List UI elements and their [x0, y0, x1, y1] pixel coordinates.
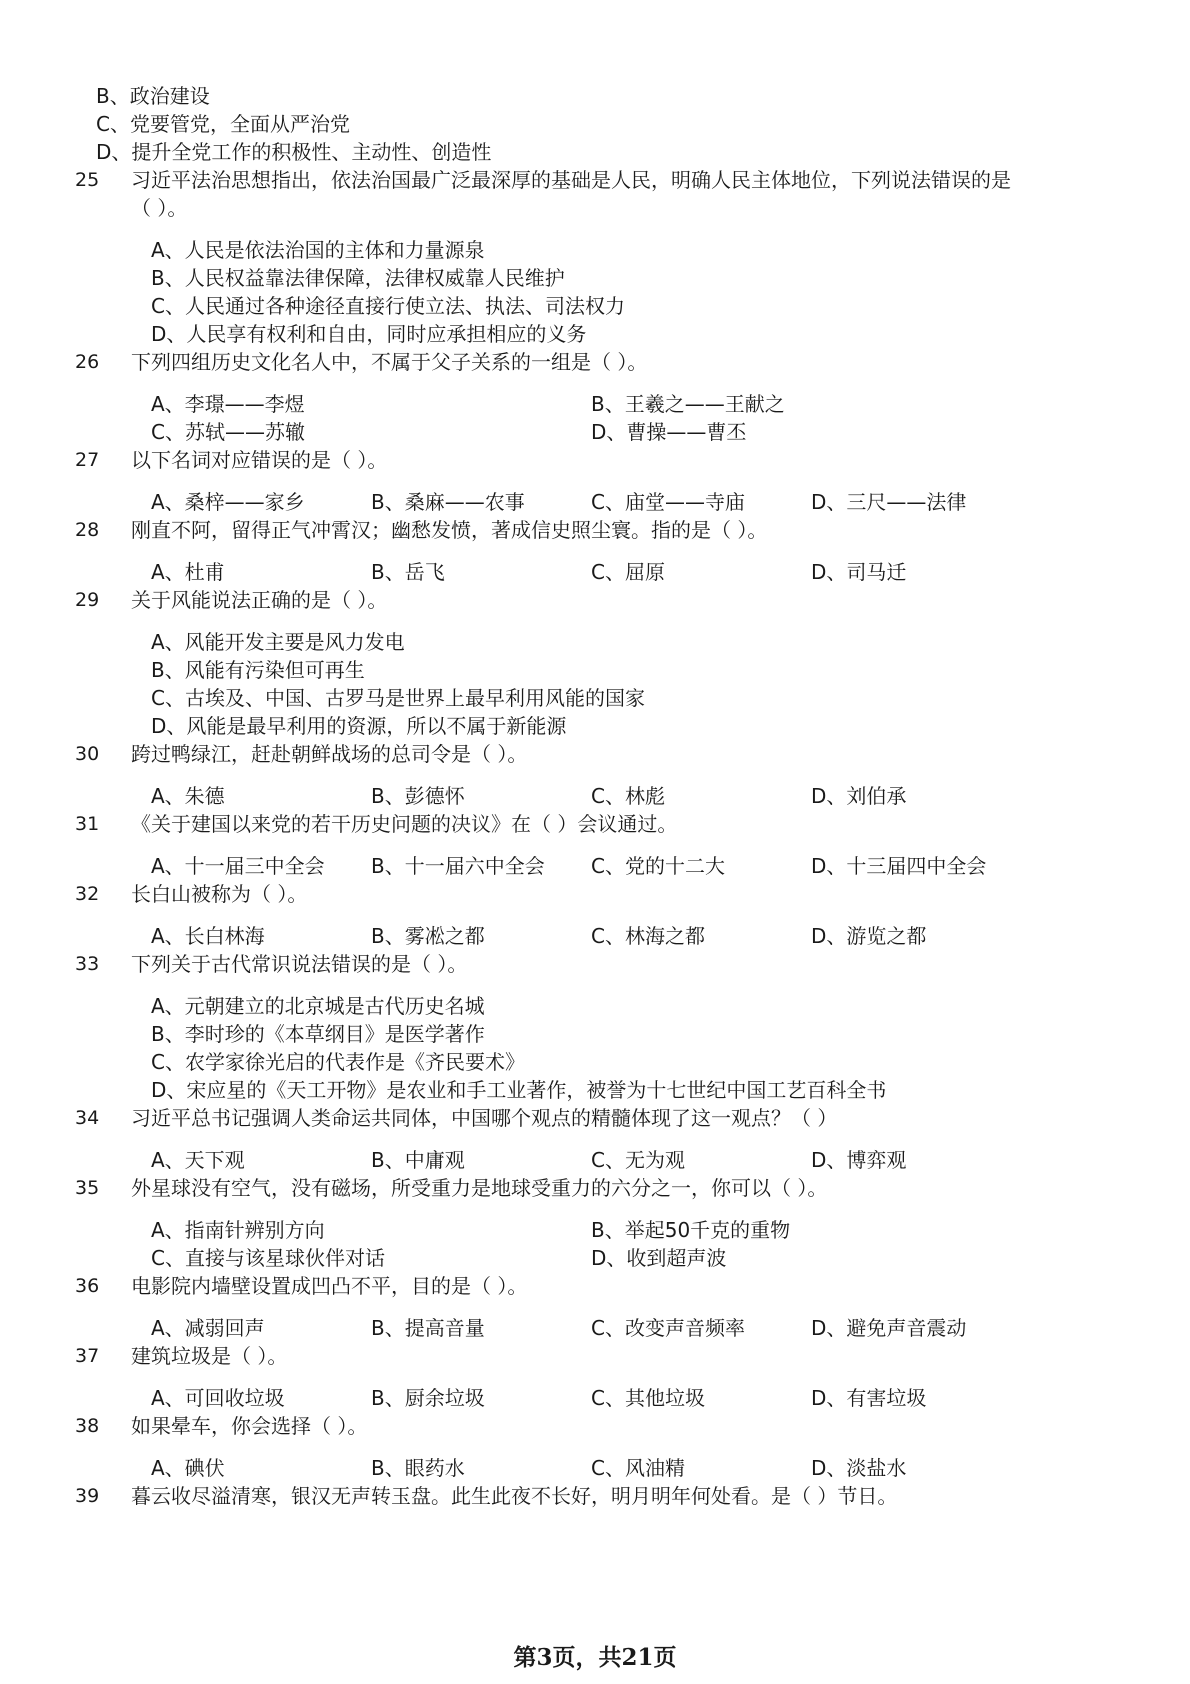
question-number: 34	[75, 1107, 100, 1129]
question-number: 39	[75, 1485, 100, 1507]
option: B、李时珍的《本草纲目》是医学著作	[151, 1022, 485, 1046]
question-number: 29	[75, 589, 100, 611]
option: A、十一届三中全会	[151, 854, 325, 878]
question-text: 下列四组历史文化名人中，不属于父子关系的一组是（ ）。	[131, 350, 648, 374]
option: C、人民通过各种途径直接行使立法、执法、司法权力	[151, 294, 625, 318]
option: D、博弈观	[811, 1148, 907, 1172]
question-number: 26	[75, 351, 100, 373]
option: B、桑麻——农事	[371, 490, 525, 514]
option: D、避免声音震动	[811, 1316, 967, 1340]
question-text: 电影院内墙壁设置成凹凸不平，目的是（ ）。	[131, 1274, 528, 1298]
option: D、曹操——曹丕	[591, 420, 747, 444]
option: B、雾凇之都	[371, 924, 485, 948]
question-text: 如果晕车，你会选择（ ）。	[131, 1414, 368, 1438]
question-text: 刚直不阿，留得正气冲霄汉；幽愁发愤，著成信史照尘寰。指的是（ ）。	[131, 518, 768, 542]
question-number: 35	[75, 1177, 100, 1199]
option: A、天下观	[151, 1148, 245, 1172]
option: D、有害垃圾	[811, 1386, 927, 1410]
option: A、元朝建立的北京城是古代历史名城	[151, 994, 485, 1018]
page-number-footer: 第3页，共21页	[513, 1644, 677, 1671]
option: A、桑梓——家乡	[151, 490, 305, 514]
question-text: 习近平总书记强调人类命运共同体，中国哪个观点的精髓体现了这一观点？（ ）	[131, 1106, 838, 1130]
question-text: 下列关于古代常识说法错误的是（ ）。	[131, 952, 468, 976]
option: D、司马迁	[811, 560, 907, 584]
option: A、碘伏	[151, 1456, 225, 1480]
question-text: 长白山被称为（ ）。	[131, 882, 308, 906]
option: A、李璟——李煜	[151, 392, 305, 416]
option: B、人民权益靠法律保障，法律权威靠人民维护	[151, 266, 565, 290]
question-number: 38	[75, 1415, 100, 1437]
question-text: 暮云收尽溢清寒，银汉无声转玉盘。此生此夜不长好，明月明年何处看。是（ ）节日。	[131, 1484, 898, 1508]
question-text: 关于风能说法正确的是（ ）。	[131, 588, 388, 612]
option: B、王羲之——王献之	[591, 392, 785, 416]
option: C、直接与该星球伙伴对话	[151, 1246, 385, 1270]
option: B、彭德怀	[371, 784, 465, 808]
option: B、提高音量	[371, 1316, 485, 1340]
question-number: 30	[75, 743, 100, 765]
question-number: 31	[75, 813, 100, 835]
option: C、党要管党，全面从严治党	[96, 112, 350, 136]
question-text: 《关于建国以来党的若干历史问题的决议》在（ ）会议通过。	[131, 812, 678, 836]
option: D、风能是最早利用的资源，所以不属于新能源	[151, 714, 567, 738]
question-number: 27	[75, 449, 100, 471]
option: D、游览之都	[811, 924, 927, 948]
option: C、古埃及、中国、古罗马是世界上最早利用风能的国家	[151, 686, 645, 710]
option: C、风油精	[591, 1456, 685, 1480]
option: C、改变声音频率	[591, 1316, 745, 1340]
option: C、林海之都	[591, 924, 705, 948]
option: A、可回收垃圾	[151, 1386, 285, 1410]
option: C、林彪	[591, 784, 665, 808]
option: C、庙堂——寺庙	[591, 490, 745, 514]
option: D、刘伯承	[811, 784, 907, 808]
option: D、三尺——法律	[811, 490, 967, 514]
option: D、宋应星的《天工开物》是农业和手工业著作，被誉为十七世纪中国工艺百科全书	[151, 1078, 887, 1102]
option: A、杜甫	[151, 560, 225, 584]
option: A、朱德	[151, 784, 225, 808]
question-text: 外星球没有空气，没有磁场，所受重力是地球受重力的六分之一，你可以（ ）。	[131, 1176, 828, 1200]
option: D、淡盐水	[811, 1456, 907, 1480]
option: D、提升全党工作的积极性、主动性、创造性	[96, 140, 492, 164]
option: B、十一届六中全会	[371, 854, 545, 878]
option: B、岳飞	[371, 560, 445, 584]
option: B、政治建设	[96, 84, 210, 108]
question-number: 36	[75, 1275, 100, 1297]
option: A、风能开发主要是风力发电	[151, 630, 405, 654]
option: D、十三届四中全会	[811, 854, 987, 878]
option: B、举起50千克的重物	[591, 1218, 791, 1242]
question-number: 32	[75, 883, 100, 905]
option: C、无为观	[591, 1148, 685, 1172]
option: B、风能有污染但可再生	[151, 658, 365, 682]
option: B、中庸观	[371, 1148, 465, 1172]
option: A、长白林海	[151, 924, 265, 948]
question-text-continued: （ ）。	[131, 196, 188, 220]
option: C、党的十二大	[591, 854, 725, 878]
option: B、眼药水	[371, 1456, 465, 1480]
option: D、人民享有权利和自由，同时应承担相应的义务	[151, 322, 587, 346]
question-number: 37	[75, 1345, 100, 1367]
option: C、农学家徐光启的代表作是《齐民要术》	[151, 1050, 525, 1074]
option: D、收到超声波	[591, 1246, 727, 1270]
question-number: 33	[75, 953, 100, 975]
option: B、厨余垃圾	[371, 1386, 485, 1410]
question-text: 跨过鸭绿江，赶赴朝鲜战场的总司令是（ ）。	[131, 742, 528, 766]
option: A、指南针辨别方向	[151, 1218, 325, 1242]
option: C、其他垃圾	[591, 1386, 705, 1410]
question-text: 建筑垃圾是（ ）。	[131, 1344, 288, 1368]
option: C、屈原	[591, 560, 665, 584]
question-number: 25	[75, 169, 100, 191]
question-number: 28	[75, 519, 100, 541]
option: A、人民是依法治国的主体和力量源泉	[151, 238, 485, 262]
question-text: 以下名词对应错误的是（ ）。	[131, 448, 388, 472]
question-text: 习近平法治思想指出，依法治国最广泛最深厚的基础是人民，明确人民主体地位，下列说法错误的是	[131, 168, 1011, 192]
option: A、减弱回声	[151, 1316, 265, 1340]
option: C、苏轼——苏辙	[151, 420, 305, 444]
